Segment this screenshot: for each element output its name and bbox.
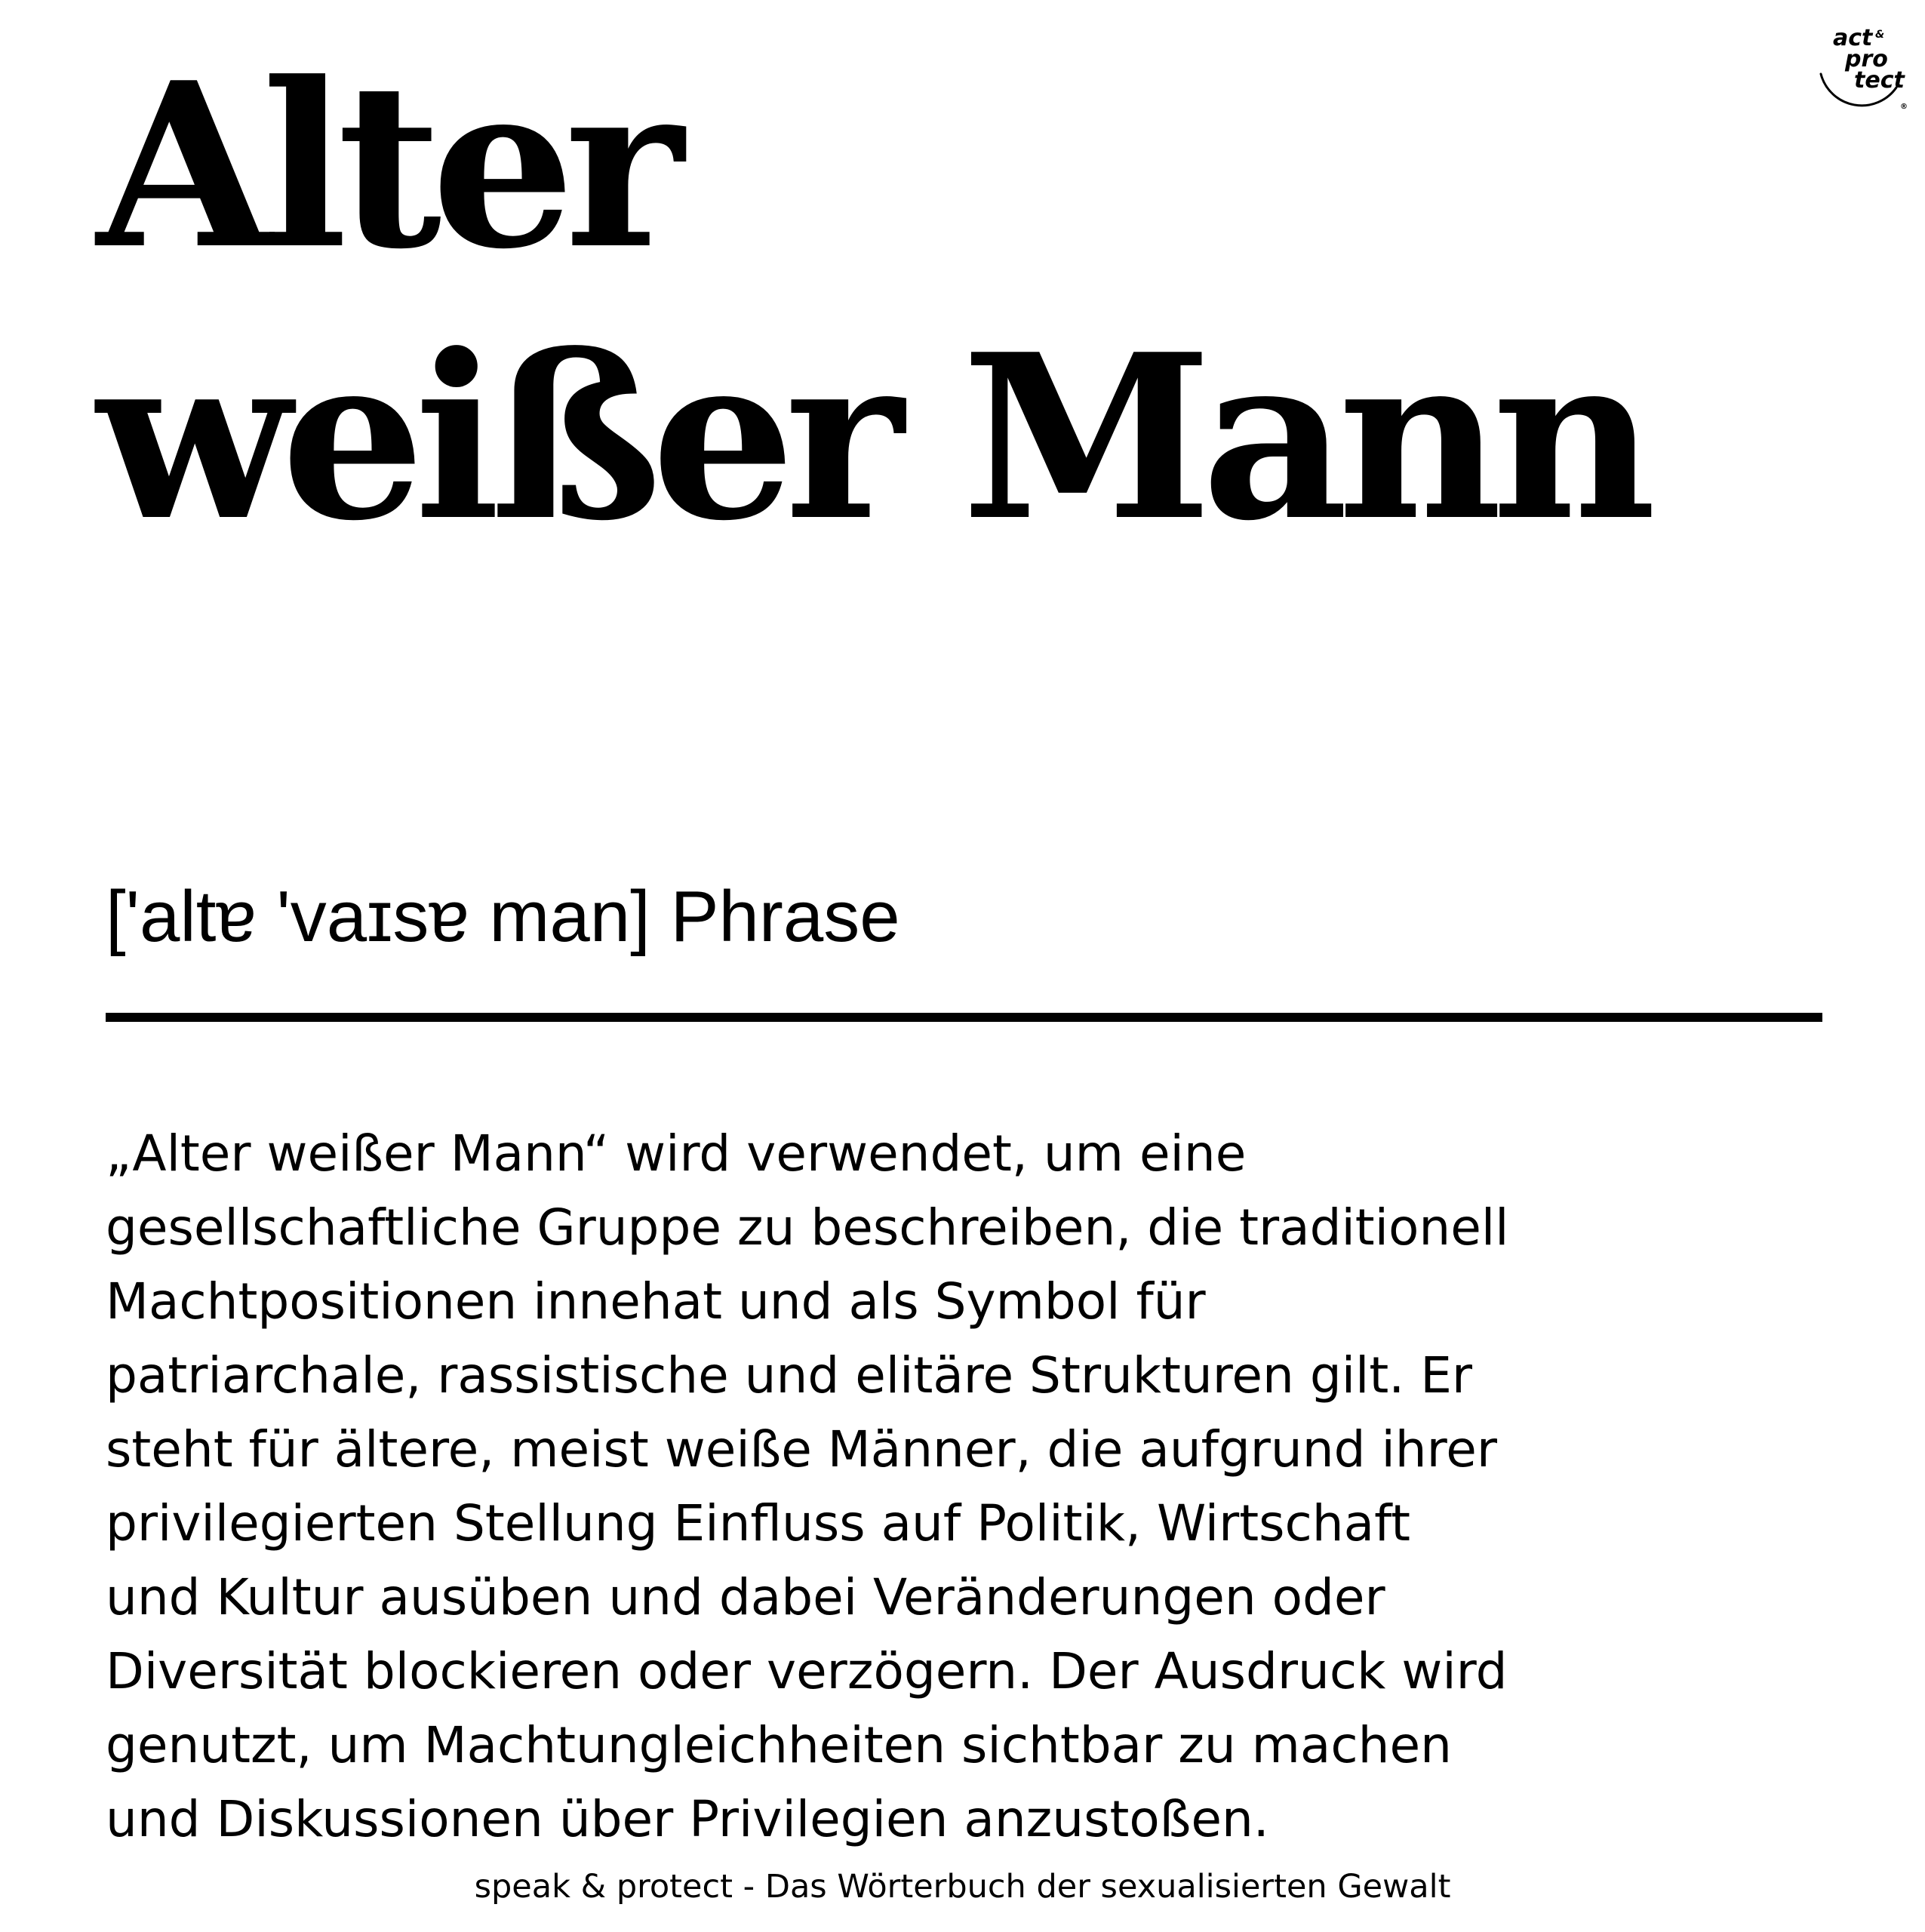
divider [106,1013,1822,1022]
footer-caption: speak & protect - Das Wörterbuch der sexualisierten Gewalt [474,1868,1451,1906]
logo-text-act: act [1833,25,1873,51]
pronunciation: ['altɐ 'vaɪsɐ man] Phrase [106,876,900,957]
definition-text: „Alter weißer Mann“ wird verwendet, um eine gesellschaftliche Gruppe zu beschreiben, die traditionell Machtpositionen innehat und als Symbol für patriarchale, rassistische und elitäre Strukturen gilt. Er steht für ältere, meist weiße Männer, die aufgrund ihrer privilegierten Stellung Einfluss auf Politik, Wirtschaft und Kultur ausüben und dabei Veränderungen oder Diversität blockieren oder verzögern. Der Ausdruck wird genutzt, um Machtungleichheiten sichtbar zu machen und Diskussionen über Privilegien anzustoßen. [106,1124,1509,1848]
act-and-protect-logo [1812,15,1910,113]
logo-text-tect: tect [1854,67,1905,94]
entry-title-line-1: Alter [97,32,674,299]
entry-title [97,30,1646,574]
logo-text-pro: pro [1845,46,1888,72]
logo-registered-mark: ® [1900,103,1908,111]
logo-ampersand: & [1875,29,1885,41]
entry-title-line-2: weißer Mann [97,304,1647,571]
